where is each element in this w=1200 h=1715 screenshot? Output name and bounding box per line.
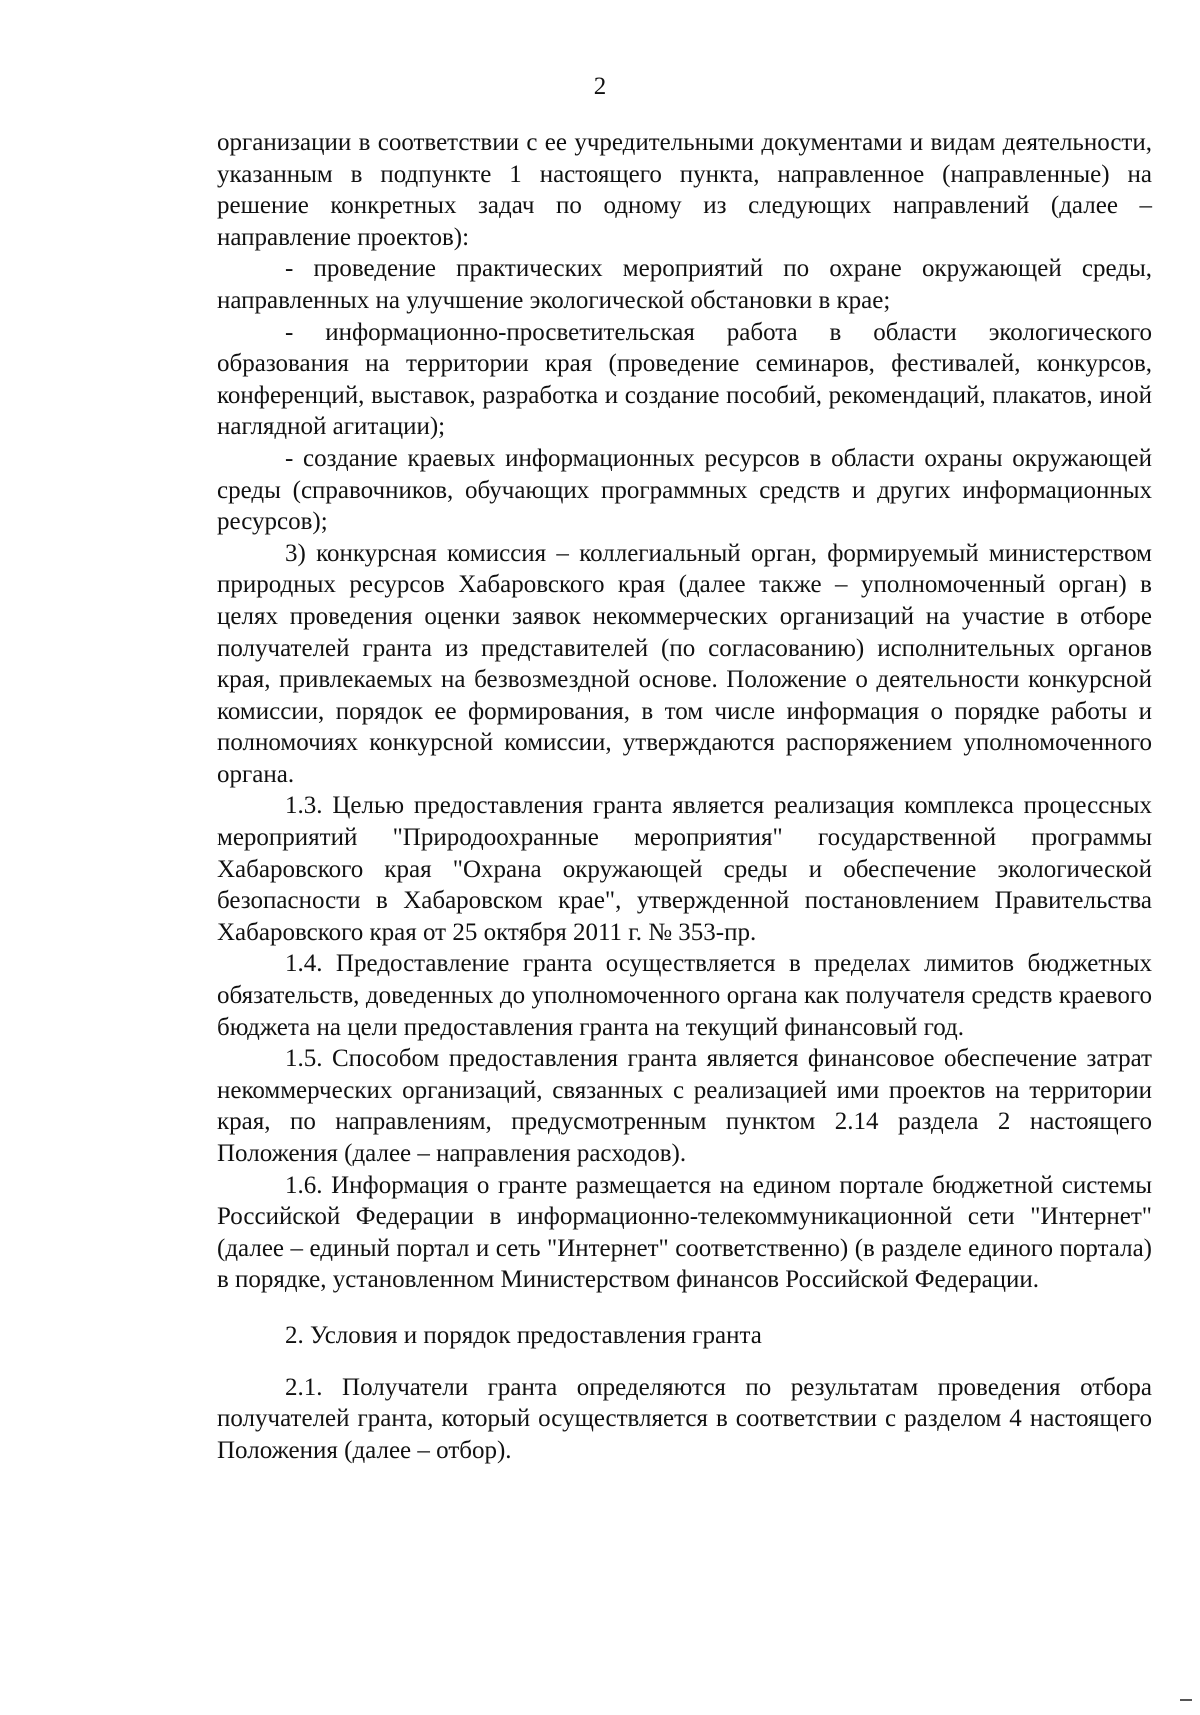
paragraph-1-4: 1.4. Предоставление гранта осуществляется в пределах лимитов бюджетных обязательств, доведенных до уполномоченного органа как получателя средств краевого бюджета на цели предоставления гранта на текущий финансовый год.	[217, 950, 1152, 1041]
list-item-information-resources: - создание краевых информационных ресурсов в области охраны окружающей среды (справочников, обучающих программных средств и других информационных ресурсов);	[217, 444, 1152, 536]
scan-edge-mark	[1180, 1699, 1192, 1701]
paragraph-competition-commission: 3) конкурсная комиссия – коллегиальный орган, формируемый министерством природных ресурсов Хабаровского края (далее также – уполномоченный орган) в целях проведения оценки заявок некоммерческих организаций на участие в отборе получателей гранта из представителей (по согласованию) исполнительных органов края, привлекаемых на безвозмездной основе. Положение о деятельности конкурсной комиссии, порядок ее формирования, в том числе информация о порядке работы и полномочиях конкурсной комиссии, утверждаются распоряжением уполномоченного органа.	[217, 539, 1152, 788]
document-body	[217, 127, 1152, 1466]
paragraph-continuation: организации в соответствии с ее учредительными документами и видам деятельности, указанным в подпункте 1 настоящего пункта, направленное (направленные) на решение конкретных задач по одному из следующих направлений (далее – направление проектов):	[217, 129, 1152, 251]
paragraph-2-1: 2.1. Получатели гранта определяются по результатам проведения отбора получателей гранта, который осуществляется в соответствии с разделом 4 настоящего Положения (далее – отбор).	[217, 1373, 1152, 1464]
section-heading: 2. Условия и порядок предоставления гранта	[285, 1321, 762, 1349]
paragraph-1-5: 1.5. Способом предоставления гранта является финансовое обеспечение затрат некоммерческих организаций, связанных с реализацией ими проектов на территории края, по направлениям, предусмотренным пунктом 2.14 раздела 2 настоящего Положения (далее – направления расходов).	[217, 1045, 1152, 1167]
list-item-practical-measures: - проведение практических мероприятий по охране окружающей среды, направленных на улучшение экологической обстановки в крае;	[217, 255, 1152, 314]
paragraph-1-6: 1.6. Информация о гранте размещается на едином портале бюджетной системы Российской Федерации в информационно-телекоммуникационной сети "Интернет" (далее – единый портал и сеть "Интернет" соответственно) (в разделе единого портала) в порядке, установленном Министерством финансов Российской Федерации.	[217, 1171, 1152, 1294]
paragraph-1-3: 1.3. Целью предоставления гранта является реализация комплекса процессных мероприятий "Природоохранные мероприятия" государственной программы Хабаровского края "Охрана окружающей среды и обеспечение экологической безопасности в Хабаровском крае", утвержденной постановлением Правительства Хабаровского края от 25 октября 2011 г. № 353-пр.	[217, 792, 1152, 946]
page-number: 2	[593, 73, 607, 100]
list-item-education-work: - информационно-просветительская работа в области экологического образования на территории края (проведение семинаров, фестивалей, конкурсов, конференций, выставок, разработка и создание пособий, рекомендаций, плакатов, иной наглядной агитации);	[217, 318, 1152, 441]
